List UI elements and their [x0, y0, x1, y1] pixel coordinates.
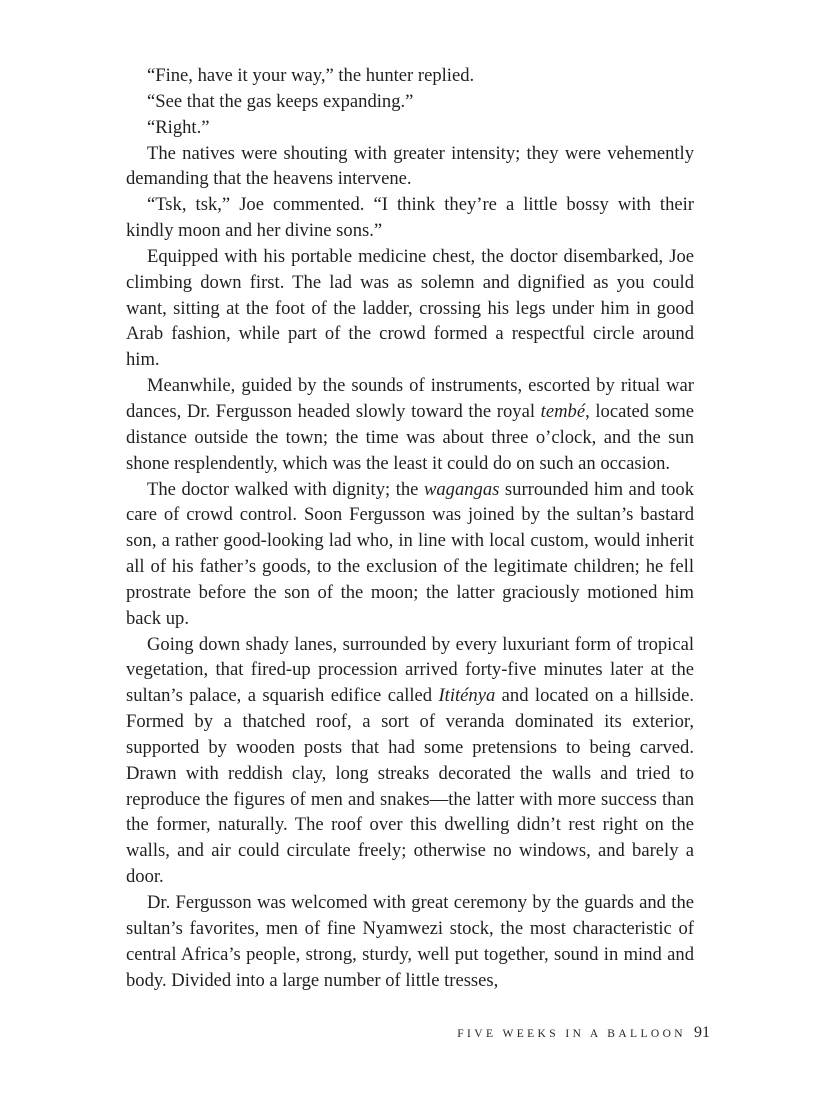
- text-run: Meanwhile, guided by the sounds of instruments, escorted by ritual war dances, Dr. Fergusson headed slowly toward the royal: [126, 375, 694, 422]
- italic-term: wagangas: [423, 478, 500, 500]
- paragraph: [126, 244, 694, 373]
- text-run: “See that the gas keeps expanding.”: [147, 90, 414, 112]
- italic-term: Ititénya: [438, 685, 496, 707]
- page-number: 91: [694, 1024, 710, 1041]
- text-run: The doctor walked with dignity; the: [147, 478, 424, 500]
- text-run: Going down shady lanes, surrounded by every luxuriant form of tropical vegetation, that fired-up procession arrived forty-five minutes later at the sultan’s palace, a squarish edifice called: [126, 633, 694, 707]
- paragraph: [126, 63, 694, 89]
- text-run: “Tsk, tsk,” Joe commented. “I think they’re a little bossy with their kindly moon and her divine sons.”: [126, 194, 694, 242]
- page-footer: [457, 1024, 710, 1042]
- text-run: “Fine, have it your way,” the hunter replied.: [147, 65, 475, 86]
- text-run: , located some distance outside the town; the time was about three o’clock, and the sun shone resplendently, which was the least it could do on such an occasion.: [126, 400, 694, 474]
- text-run: “Right.”: [147, 116, 210, 138]
- paragraph: [126, 192, 694, 244]
- italic-term: tembé: [540, 400, 586, 422]
- paragraph: [126, 890, 694, 993]
- body-text: [126, 63, 694, 993]
- text-run: and located on a hillside. Formed by a thatched roof, a sort of veranda dominated its exterior, supported by wooden posts that had some pretensions to being carved. Drawn with reddish clay, long streaks decorated the walls and tried to reproduce the figures of men and snakes—the latter with more success than the former, naturally. The roof over this dwelling didn’t rest right on the walls, and air could circulate freely; otherwise no windows, and barely a door.: [126, 685, 695, 888]
- text-run: Equipped with his portable medicine chest, the doctor disembarked, Joe climbing down first. The lad was as solemn and dignified as you could want, sitting at the foot of the ladder, crossing his legs under him in good Arab fashion, while part of the crowd formed a respectful circle around him.: [126, 245, 694, 371]
- text-run: Dr. Fergusson was welcomed with great ceremony by the guards and the sultan’s favorites, men of fine Nyamwezi stock, the most characteristic of central Africa’s people, strong, sturdy, well put together, sound in mind and body. Divided into a large number of little tresses,: [126, 892, 694, 991]
- paragraph: [126, 632, 694, 890]
- paragraph: [126, 141, 694, 193]
- running-title: FIVE WEEKS IN A BALLOON: [457, 1028, 686, 1040]
- paragraph: [126, 89, 694, 115]
- paragraph: [126, 115, 694, 141]
- paragraph: [126, 373, 694, 476]
- text-run: surrounded him and took care of crowd control. Soon Fergusson was joined by the sultan’s bastard son, a rather good-looking lad who, in line with local custom, would inherit all of his father’s goods, to the exclusion of the legitimate children; he fell prostrate before the son of the moon; the latter graciously motioned him back up.: [126, 478, 695, 629]
- paragraph: [126, 477, 694, 632]
- text-run: The natives were shouting with greater intensity; they were vehemently demanding that the heavens intervene.: [126, 142, 694, 190]
